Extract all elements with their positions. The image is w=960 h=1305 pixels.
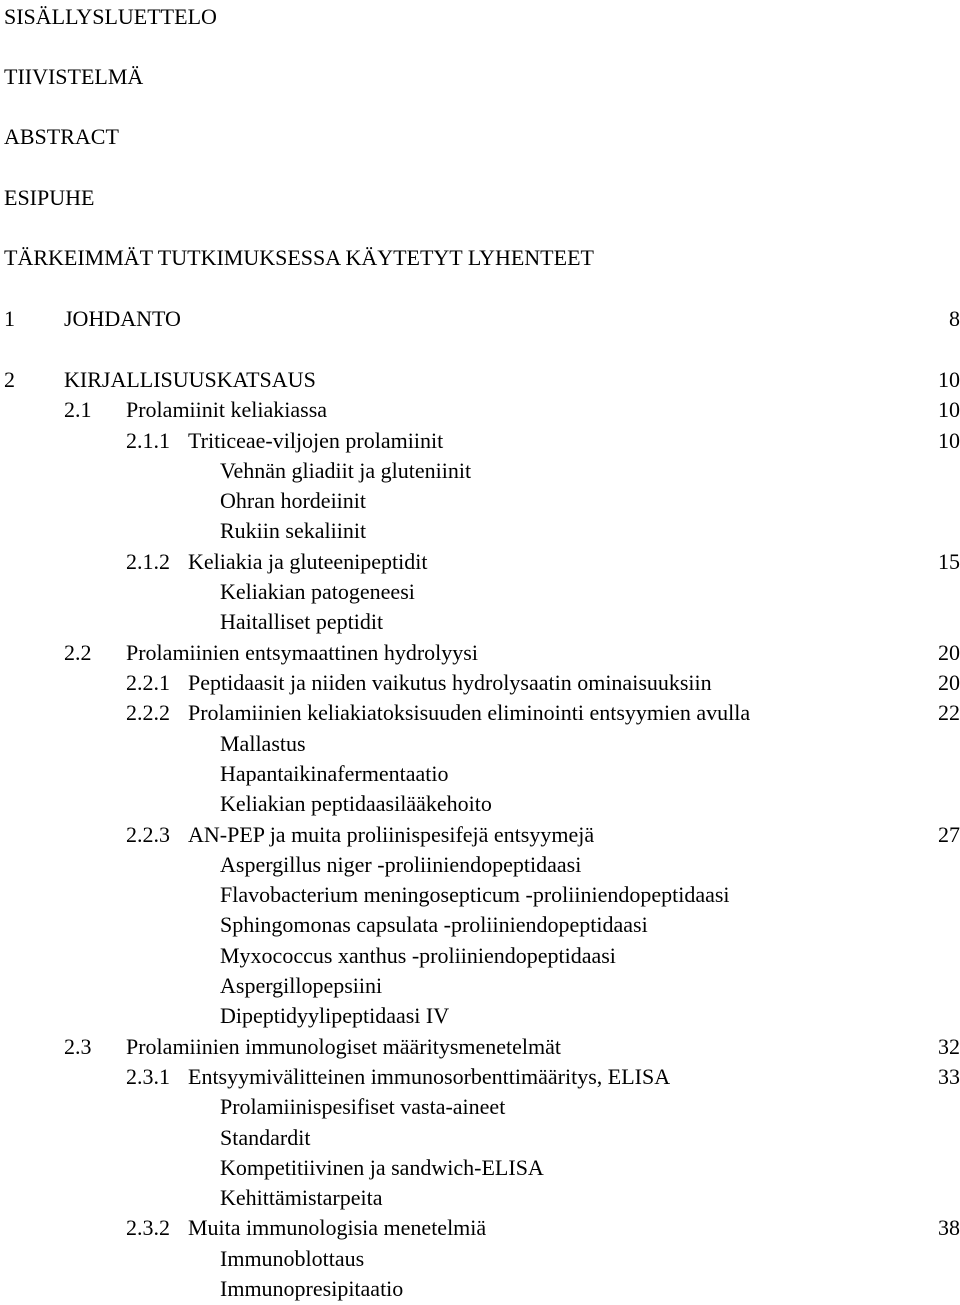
toc-entry-subsection <box>0 1213 960 1243</box>
toc-entry-text: Prolamiinispesifiset vasta-aineet <box>220 1094 506 1119</box>
toc-entry-text: TIIVISTELMÄ <box>4 64 144 89</box>
toc-entry-number: 2.1.1 <box>126 428 170 453</box>
toc-entry-number: 2.1 <box>64 397 92 422</box>
toc-entry-text: Entsyymivälitteinen immunosorbenttimääritys, ELISA <box>188 1064 671 1089</box>
toc-entry-subsection <box>0 426 960 456</box>
toc-entry-page: 20 <box>938 640 960 665</box>
toc-entry-page: 15 <box>938 549 960 574</box>
toc-entry-text: Immunopresipitaatio <box>220 1276 404 1301</box>
toc-entry-number: 1 <box>4 306 15 331</box>
toc-entry-text: Keliakian peptidaasilääkehoito <box>220 791 492 816</box>
toc-entry-text: Prolamiinit keliakiassa <box>126 397 328 422</box>
toc-entry-text: Sphingomonas capsulata -proliiniendopeptidaasi <box>220 912 648 937</box>
toc-entry-text: Peptidaasit ja niiden vaikutus hydrolysaatin ominaisuuksiin <box>188 670 712 695</box>
toc-entry-text: Vehnän gliadiit ja gluteniinit <box>220 458 472 483</box>
toc-entry-subsection <box>0 820 960 850</box>
toc-entry-text: Standardit <box>220 1125 311 1150</box>
toc-entry-number: 2.3.1 <box>126 1064 170 1089</box>
toc-entry-front-matter <box>0 243 960 273</box>
toc-entry-page: 32 <box>938 1034 960 1059</box>
toc-entry-topic <box>0 456 960 486</box>
toc-entry-text: Prolamiinien keliakiatoksisuuden eliminointi entsyymien avulla <box>188 700 751 725</box>
toc-entry-text: Mallastus <box>220 731 306 756</box>
toc-entry-text: Hapantaikinafermentaatio <box>220 761 449 786</box>
toc-entry-topic <box>0 729 960 759</box>
toc-entry-text: Flavobacterium meningosepticum -proliiniendopeptidaasi <box>220 882 730 907</box>
toc-entry-text: KIRJALLISUUSKATSAUS <box>64 367 316 392</box>
toc-entry-number: 2.3 <box>64 1034 92 1059</box>
toc-entry-number: 2 <box>4 367 15 392</box>
toc-entry-topic <box>0 880 960 910</box>
toc-entry-chapter <box>0 365 960 395</box>
toc-entry-number: 2.2.3 <box>126 822 170 847</box>
toc-entry-text: Rukiin sekaliinit <box>220 518 367 543</box>
toc-entry-page: 10 <box>938 428 960 453</box>
toc-entry-section <box>0 395 960 425</box>
toc-entry-topic <box>0 577 960 607</box>
toc-entry-text: Prolamiinien immunologiset määritysmenetelmät <box>126 1034 562 1059</box>
toc-entry-topic <box>0 1123 960 1153</box>
toc-entry-number: 2.3.2 <box>126 1215 170 1240</box>
toc-entry-topic <box>0 971 960 1001</box>
toc-entry-chapter <box>0 304 960 334</box>
toc-entry-front-matter <box>0 122 960 152</box>
toc-entry-number: 2.2.1 <box>126 670 170 695</box>
toc-entry-topic <box>0 1244 960 1274</box>
toc-entry-section <box>0 638 960 668</box>
toc-entry-page: 8 <box>949 306 960 331</box>
toc-entry-text: Aspergillopepsiini <box>220 973 383 998</box>
toc-entry-topic <box>0 607 960 637</box>
toc-entry-topic <box>0 486 960 516</box>
toc-entry-text: AN-PEP ja muita proliinispesifejä entsyymejä <box>188 822 595 847</box>
toc-entry-text: Triticeae-viljojen prolamiinit <box>188 428 444 453</box>
toc-entry-number: 2.2.2 <box>126 700 170 725</box>
toc-entry-page: 10 <box>938 367 960 392</box>
toc-entry-topic <box>0 789 960 819</box>
toc-entry-text: TÄRKEIMMÄT TUTKIMUKSESSA KÄYTETYT LYHENTEET <box>4 245 594 270</box>
toc-entry-text: Kehittämistarpeita <box>220 1185 383 1210</box>
toc-entry-page: 27 <box>938 822 960 847</box>
toc-entry-text: Muita immunologisia menetelmiä <box>188 1215 487 1240</box>
toc-entry-subsection <box>0 698 960 728</box>
toc-entry-page: 33 <box>938 1064 960 1089</box>
toc-entry-section <box>0 1032 960 1062</box>
toc-entry-text: ABSTRACT <box>4 124 119 149</box>
toc-entry-page: 20 <box>938 670 960 695</box>
toc-entry-topic <box>0 850 960 880</box>
toc-entry-topic <box>0 1274 960 1304</box>
toc-entry-text: Haitalliset peptidit <box>220 609 384 634</box>
page-title: SISÄLLYSLUETTELO <box>4 4 217 29</box>
toc-entry-topic <box>0 759 960 789</box>
toc-entry-text: Keliakian patogeneesi <box>220 579 415 604</box>
toc-entry-text: Kompetitiivinen ja sandwich-ELISA <box>220 1155 544 1180</box>
toc-entry-page: 38 <box>938 1215 960 1240</box>
toc-entry-text: ESIPUHE <box>4 185 95 210</box>
toc-entry-text: Prolamiinien entsymaattinen hydrolyysi <box>126 640 478 665</box>
toc-entry-text: JOHDANTO <box>64 306 181 331</box>
toc-title-line <box>0 2 960 32</box>
toc-entry-text: Aspergillus niger -proliiniendopeptidaasi <box>220 852 582 877</box>
toc-entry-front-matter <box>0 62 960 92</box>
toc-entry-text: Immunoblottaus <box>220 1246 365 1271</box>
toc-entry-subsection <box>0 1062 960 1092</box>
toc-entry-text: Keliakia ja gluteenipeptidit <box>188 549 428 574</box>
toc-entry-text: Myxococcus xanthus -proliiniendopeptidaasi <box>220 943 616 968</box>
toc-entry-topic <box>0 1092 960 1122</box>
toc-entry-topic <box>0 941 960 971</box>
toc-entry-topic <box>0 1153 960 1183</box>
toc-entry-topic <box>0 1001 960 1031</box>
toc-entry-topic <box>0 516 960 546</box>
toc-entry-subsection <box>0 547 960 577</box>
toc-entry-subsection <box>0 668 960 698</box>
toc-entry-page: 22 <box>938 700 960 725</box>
toc-entry-text: Ohran hordeiinit <box>220 488 367 513</box>
toc-entry-page: 10 <box>938 397 960 422</box>
toc-entry-number: 2.1.2 <box>126 549 170 574</box>
toc-entry-number: 2.2 <box>64 640 92 665</box>
toc-entry-text: Dipeptidyylipeptidaasi IV <box>220 1003 450 1028</box>
toc-entry-topic <box>0 1183 960 1213</box>
toc-entry-topic <box>0 910 960 940</box>
toc-entry-front-matter <box>0 183 960 213</box>
